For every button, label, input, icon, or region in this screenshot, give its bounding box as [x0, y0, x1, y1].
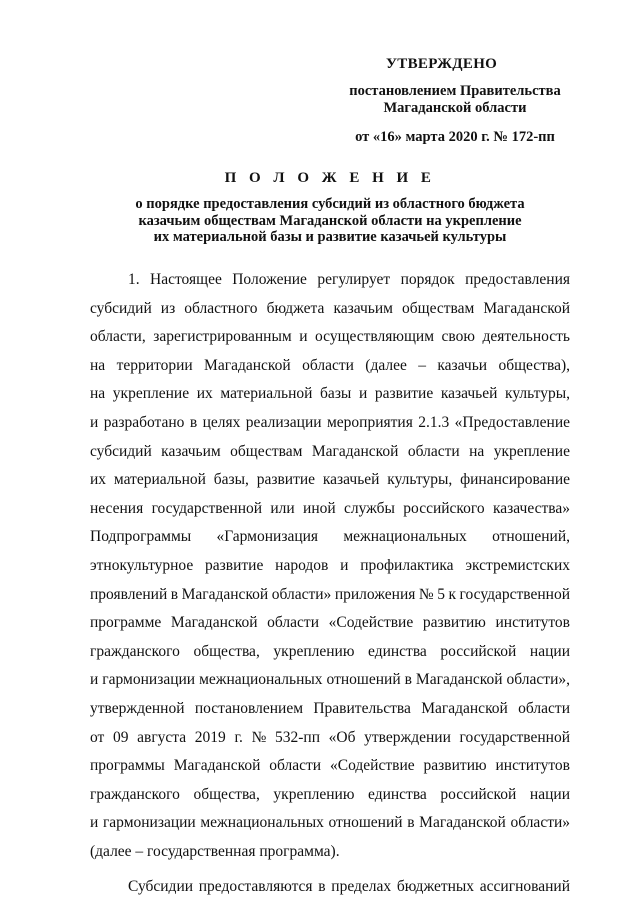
paragraph-line: субсидий из областного бюджета казачьим обществам Магаданской [90, 299, 570, 317]
paragraph-line: и гармонизации межнациональных отношений в Магаданской области», [90, 671, 570, 689]
paragraph-line: программы Магаданской области «Содействие развитию институтов [90, 757, 570, 775]
paragraph-2 [90, 873, 570, 902]
paragraph-line: области, зарегистрированным и осуществляющим свою деятельность [90, 328, 570, 346]
paragraph-line: утвержденной постановлением Правительства Магаданской области [90, 699, 570, 717]
subtitle-line: казачьим обществам Магаданской области на укрепление [138, 212, 522, 229]
approval-date: от «16» марта 2020 г. № 172-пп [355, 129, 555, 145]
paragraph-line: 1. Настоящее Положение регулирует порядок предоставления [128, 271, 570, 288]
paragraph-line: проявлений в Магаданской области» приложения № 5 к государственной [90, 585, 570, 603]
paragraph-line: и разработано в целях реализации мероприятия 2.1.3 «Предоставление [90, 413, 570, 431]
paragraph-line: программе Магаданской области «Содействие развитию институтов [90, 614, 571, 632]
paragraph-line: Субсидии предоставляются в пределах бюджетных ассигнований [128, 878, 570, 896]
subtitle-line: о порядке предоставления субсидий из областного бюджета [135, 196, 525, 212]
paragraph-line: гражданского общества, укреплению единства российской нации [90, 642, 570, 660]
paragraph-line: и гармонизации межнациональных отношений в Магаданской области» [90, 814, 571, 832]
approved-by-line-2: Магаданской области [383, 100, 527, 116]
paragraph-line: на территории Магаданской области (далее – казачьи общества), [90, 356, 570, 374]
paragraph-line: на укрепление их материальной базы и развитие казачьей культуры, [90, 385, 571, 403]
approval-stamp [330, 56, 580, 146]
document-title: П О Л О Ж Е Н И Е [224, 170, 436, 186]
paragraph-line: Подпрограммы «Гармонизация межнациональных отношений, [90, 528, 571, 546]
approved-label: УТВЕРЖДЕНО [386, 56, 498, 72]
paragraph-line: несения государственной или иной службы российского казачества» [90, 499, 570, 517]
paragraph-line: (далее – государственная программа). [90, 842, 340, 860]
paragraph-line: этнокультурное развитие народов и профилактика экстремистских [90, 556, 571, 574]
paragraph-line: от 09 августа 2019 г. № 532-пп «Об утверждении государственной [90, 728, 570, 746]
paragraph-1 [90, 266, 570, 866]
paragraph-line: их материальной базы, развитие казачьей культуры, финансирование [90, 471, 571, 489]
approved-by-line-1: постановлением Правительства [349, 83, 561, 99]
paragraph-line: субсидий казачьим обществам Магаданской области на укрепление [90, 442, 570, 460]
paragraph-line: гражданского общества, укреплению единства российской нации [90, 785, 570, 803]
document-subtitle [90, 196, 570, 246]
subtitle-line: их материальной базы и развитие казачьей культуры [153, 229, 507, 245]
document-body [90, 266, 570, 902]
